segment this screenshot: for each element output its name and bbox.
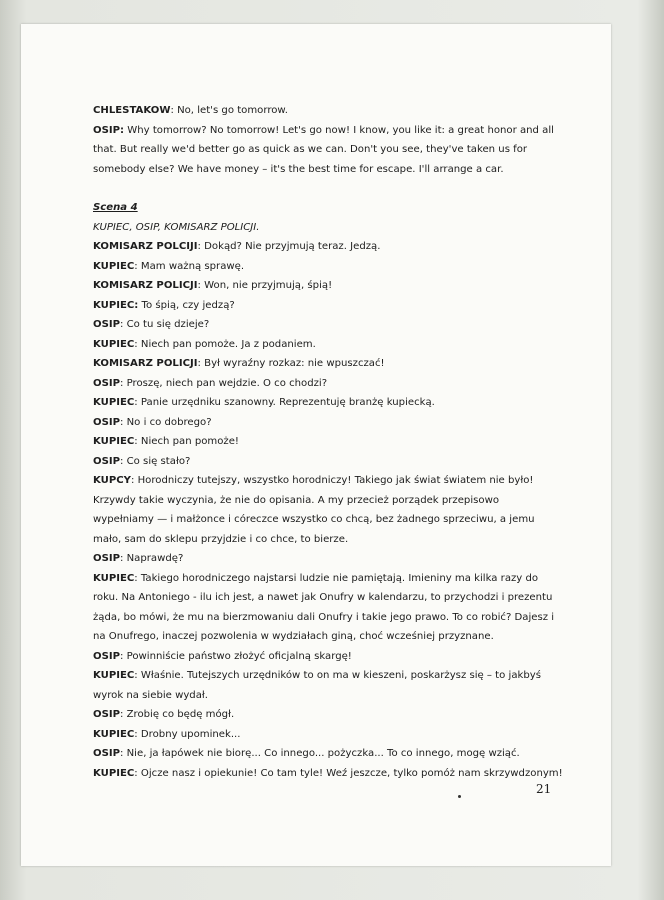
speaker-name: OSIP:: [93, 124, 125, 136]
speaker-separator: :: [120, 416, 124, 428]
line-text: Mam ważną sprawę.: [137, 260, 245, 272]
speaker-separator: :: [134, 728, 138, 740]
line-text: Niech pan pomoże!: [137, 436, 239, 447]
speaker-separator: :: [134, 670, 138, 681]
line-text: No i co dobrego?: [123, 416, 212, 428]
dialogue-line: [93, 549, 563, 569]
scene-heading: Scena 4: [93, 202, 138, 213]
dialogue-line: [93, 315, 563, 335]
speaker-name: OSIP: [93, 377, 121, 389]
dialogue-line: [93, 666, 563, 705]
line-text: Niech pan pomoże. Ja z podaniem.: [137, 338, 316, 350]
speaker-separator: :: [130, 475, 135, 486]
line-text: Powinniście państwo złożyć oficjalną skargę!: [123, 650, 352, 662]
dialogue-line: [93, 276, 563, 296]
speaker-name: KUPIEC: [93, 338, 135, 350]
speaker-separator: :: [197, 358, 201, 369]
dialogue-line: [93, 725, 563, 745]
speaker-name: KOMISARZ POLCIJI: [93, 241, 198, 252]
speaker-separator: :: [134, 572, 138, 584]
speaker-name: KUPIEC: [93, 260, 135, 272]
line-text: Panie urzędniku szanowny. Reprezentuję branżę kupiecką.: [137, 397, 435, 408]
speaker-separator: :: [120, 650, 124, 662]
speaker-name: OSIP: [93, 553, 121, 564]
speaker-separator: :: [120, 553, 124, 564]
speaker-name: KUPIEC: [93, 436, 135, 447]
speaker-name: OSIP: [93, 455, 121, 467]
speaker-separator: :: [134, 260, 138, 272]
speaker-name: OSIP: [93, 416, 121, 428]
page-number: 21: [536, 782, 552, 796]
line-text: Ojcze nasz i opiekunie! Co tam tyle! Weź jeszcze, tylko pomóż nam skrzywdzonym!: [137, 767, 563, 779]
line-text: Zrobię co będę mógł.: [123, 709, 235, 720]
speaker-name: KUPIEC: [93, 397, 135, 408]
dialogue-line: [93, 335, 563, 355]
speaker-name: KUPIEC: [93, 728, 135, 740]
scene-4-dialogue: [93, 237, 563, 783]
dialogue-line: [93, 471, 563, 549]
line-text: Dokąd? Nie przyjmują teraz. Jedzą.: [200, 241, 381, 252]
speaker-separator: :: [134, 436, 138, 447]
speaker-separator: :: [120, 709, 124, 720]
speaker-name: OSIP: [93, 748, 121, 759]
speaker-name: KOMISARZ POLICJI: [93, 358, 198, 369]
speaker-name: OSIP: [93, 709, 121, 720]
dialogue-line: [93, 237, 563, 257]
line-text: No, let's go tomorrow.: [173, 105, 288, 116]
speaker-separator: :: [120, 319, 124, 330]
line-text: Naprawdę?: [123, 553, 184, 564]
speaker-separator: :: [120, 748, 124, 759]
speaker-name: OSIP: [93, 319, 121, 330]
speaker-separator: :: [120, 377, 124, 389]
line-text: Takiego horodniczego najstarsi ludzie nie pamiętają. Imieniny ma kilka razy do roku. Na Antoniego - ilu ich jest, a nawet jak Onufry w kalendarzu, to przychodzi i prezentu żąda, bo mówi, że mu na bierzmowaniu dali Onufry i takie jego prawo. To co robić? Dajesz i na Onufrego, inaczej pozwolenia w wydziałach giną, choć wcześniej przyznane.: [93, 572, 555, 642]
speaker-name: KUPIEC:: [93, 299, 139, 311]
dialogue-line: [93, 744, 563, 764]
dialogue-line: [93, 296, 563, 316]
dialogue-line: [93, 647, 563, 667]
dialogue-line: [93, 452, 563, 472]
line-text: Nie, ja łapówek nie biorę... Co innego... pożyczka... To co innego, mogę wziąć.: [123, 748, 520, 759]
scene-cast: KUPIEC, OSIP, KOMISARZ POLICJI.: [93, 221, 260, 233]
line-text: Właśnie. Tutejszych urzędników to on ma w kieszeni, poskarżysz się – to jakbyś wyrok na siebie wydał.: [93, 670, 542, 701]
scan-speck: [458, 795, 461, 798]
dialogue-line: [93, 121, 563, 180]
dialogue-line: [93, 257, 563, 277]
speaker-name: KOMISARZ POLICJI: [93, 280, 198, 291]
document-page: [21, 24, 611, 866]
dialogue-line: [93, 101, 563, 121]
speaker-name: KUPIEC: [93, 572, 135, 584]
scene-3-ending: [93, 101, 563, 179]
line-text: Co się stało?: [123, 455, 191, 467]
speaker-name: KUPCY: [93, 475, 131, 486]
line-text: Drobny upominek...: [137, 728, 241, 740]
dialogue-line: [93, 354, 563, 374]
dialogue-line: [93, 393, 563, 413]
speaker-name: OSIP: [93, 650, 121, 662]
speaker-separator: :: [197, 280, 201, 291]
line-text: Proszę, niech pan wejdzie. O co chodzi?: [123, 377, 328, 389]
speaker-separator: :: [197, 241, 201, 252]
line-text: To śpią, czy jedzą?: [138, 299, 235, 311]
blank-line: [93, 179, 563, 198]
line-text: Był wyraźny rozkaz: nie wpuszczać!: [200, 358, 385, 369]
dialogue-line: [93, 764, 563, 784]
dialogue-line: [93, 432, 563, 452]
dialogue-line: [93, 374, 563, 394]
speaker-separator: :: [134, 338, 138, 350]
dialogue-line: [93, 413, 563, 433]
speaker-name: KUPIEC: [93, 670, 135, 681]
speaker-separator: :: [170, 105, 174, 116]
speaker-name: KUPIEC: [93, 767, 135, 779]
dialogue-line: [93, 705, 563, 725]
line-text: Won, nie przyjmują, śpią!: [200, 280, 333, 291]
page-text: [93, 101, 563, 783]
line-text: Horodniczy tutejszy, wszystko horodniczy! Takiego jak świat światem nie było! Krzywdy takie wyczynia, że nie do opisania. A my przecież porządek przepisowo wypełniamy — i małżonce i córeczce wszystko co chcą, bez żadnego sprzeciwu, a jemu mało, sam do sklepu przyjdzie i co chce, to bierze.: [93, 475, 535, 545]
dialogue-line: [93, 569, 563, 647]
speaker-separator: :: [120, 455, 124, 467]
line-text: Co tu się dzieje?: [123, 319, 210, 330]
speaker-separator: :: [134, 767, 138, 779]
speaker-name: CHLESTAKOW: [93, 105, 171, 116]
speaker-separator: :: [134, 397, 138, 408]
line-text: Why tomorrow? No tomorrow! Let's go now! I know, you like it: a great honor and all that. But really we'd better go as quick as we can. Don't you see, they've taken us for somebody else? We have money – it's the best time for escape. I'll arrange a car.: [93, 124, 554, 175]
